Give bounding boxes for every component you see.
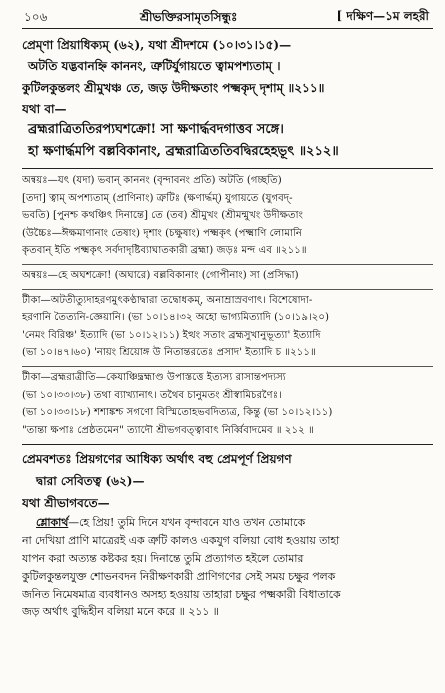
tika2-line: (ভা ১০।৩৩।১৮) শশাঙ্কশ্চ সগণো বিস্মিতোহভবদিত্যত্র, কিন্তু (ভা ১০।১২।১১) [22,407,333,419]
divider [22,289,433,290]
divider [22,444,433,445]
verse1-line2: কুটিলকুন্তলং শ্রীমুখঞ্চ তে, জড় উদীক্ষতাং পক্ষ্মকৃদ্ দৃশাম্ ॥২১১॥ [22,81,325,95]
verse1-intro: প্রেম্ণা প্রিয়াধিক্যম্ (৬২), যথা শ্রীদশমে (১০।৩১।১৫)— [22,38,292,52]
anvaya1-line: ভবতি) [পুনশ্চ কথঞ্চিৎ দিনান্তে] তে (তব) শ্রীমুখং (শ্রীমন্মুখং উদীক্ষতাং [22,210,303,222]
translation-line: না দেখিয়া প্রাণি মাত্রেরই এক ত্রুটি কালও একযুগ বলিয়া বোধ হওয়ায় তাহা [22,534,340,548]
page-number: ১০৬ [24,10,48,24]
tika2-line: টীকা—ব্রহ্মরাত্রীতি—কেযাঞ্চিদ্ব্রহ্মাণ্ড উপাস্তত্তে ইত্যস্য রাসান্তপদ্যস্য [22,371,286,383]
tika2-line: "তান্তা ক্ষপাঃ প্রেষ্ঠতমেন" ত্যাদৌ শ্রীভগবত্ত্বাবাৎ নির্ব্বিবাদমেব ॥ ২১২ ॥ [22,424,314,436]
tika1-block [22,292,433,362]
translation-line: জড় অর্থাৎ বুদ্ধিহীন বলিয়া মনে করে ॥ ২১১ ॥ [22,605,219,619]
translation-line: —হে প্রিয়! তুমি দিনে যখন বৃন্দাবনে যাও তখন তোমাকে [68,516,306,530]
tika1-line: টীকা—অটতীত্যুদাহরণমুৎকণ্ঠাদ্বারা তদ্বোধকম্, অনাম্রাস্রবণাৎ। বিশেষোদা- [22,294,313,306]
anvaya1-line: [তদা] ত্বাম্ অপশ্যতাম্ (প্রাণিনাং) ত্রুটিঃ (ক্ষণার্দ্ধম্) যুগায়তে (যুগবদ্- [22,192,293,204]
anvaya2-line: অন্বয়ঃ—হে অঘশক্রো! (অঘারে) বল্লবিকানাং (গোপীনাং) সা (প্রসিদ্ধা) [22,269,299,281]
tika2-line: (ভা ১০।৩৩।৩৮) তথা ব্যাখ্যানাৎ। তথৈব চানুমতং শ্রীস্বামিচরণৈঃ। [22,389,282,401]
translation-block [22,514,433,621]
section-source: যথা শ্রীভাগবতে— [22,496,110,511]
anvaya1-line: অন্বয়ঃ—যৎ (যদা) ভবান্ কাননং (বৃন্দাবনং প্রতি) অটতি (গচ্ছতি) [22,175,282,186]
divider [22,168,433,169]
tika2-block [22,369,433,439]
translation-first-line [22,514,433,532]
verse2-intro: যথা বা— [22,102,67,116]
divider [22,264,433,265]
tika1-line: হরণানি তৈত্যনি-জ্ঞেয়ানি। (ভা ১০।১৪।৩২ অহো ভাগ্যমিত্যাদি (১০।১৯।২০) [22,312,330,324]
divider [22,366,433,367]
verse2-line2: হা ক্ষণার্দ্ধমপি বল্লবিকানাং, ব্রহ্মরাত্রিততিবদ্বিরহেহভূৎ ॥২১২॥ [28,144,339,159]
section-heading-line2: দ্বারা সেবিতত্ব (৬২)— [36,474,145,489]
anvaya2-block [22,267,433,285]
translation-label: শ্লোকার্থ [36,516,69,530]
anvaya1-line: (উচ্চৈঃ—ঈক্ষমাণানাং তেষাং) দৃশাং (চক্ষুষাং) পক্ষ্মকৃৎ (পক্ষ্মাণি লোমানি [22,227,302,239]
tika1-line: (ভা ১০।৪৭।৬০) 'নায়ং শ্রিয়োঙ্গ উ নিতান্তরতেঃ প্রসাদ' ইত্যাদি চ ॥২১১॥ [22,347,316,359]
section-heading-line1: প্রেমবশতঃ প্রিয়গণের আধিক্য অর্থাৎ বহু প্রেমপূর্ণ প্রিয়গণ [22,452,292,467]
translation-line: কুটিলকুন্তলযুক্ত শোভনবদন নিরীক্ষণকারী প্রাণিগণের সেই সময় চক্ষুর পলক [22,569,336,583]
translation-line: জনিত নিমেষমাত্র ব্যবধানও অসহ্য হওয়ায় তাহারা চক্ষুর পক্ষ্মকারী বিধাতাকে [22,587,341,601]
book-title: শ্রীভক্তিরসামৃতসিন্ধুঃ [140,10,238,24]
verse2-line1: ব্রহ্মরাত্রিততিরপ্যঘশক্রো! সা ক্ষণার্দ্ধবদগাত্তব সঙ্গে। [28,122,284,137]
anvaya1-block [22,172,433,260]
tika1-line: 'নেমং বিরিঞ্চ' ইত্যাদি (ভা ১০।১২।১১) ইত্থং সতাং ব্রহ্মসুখানুভূত্যা' ইত্যাদি [22,329,321,341]
chapter-label: [ দক্ষিণ—১ম লহরী [336,9,429,23]
translation-line: যাপন করা অত্যন্ত কষ্টকর হয়। দিনান্তে তুমি প্রত্যাগত হইলে তোমার [22,551,304,565]
verse1-line1: অটতি যদ্ভবানহ্নি কাননং, ত্রুটির্যুগায়তে ত্বামপশ্যতাম্ । [28,59,281,73]
page-header [22,6,433,28]
anvaya1-line: কৃতবান্ ইতি পক্ষ্মকৃৎ সর্বদাদৃষ্টিব্যাঘাতকারী ব্রহ্মা) জড়ঃ মন্দ এব ॥২১১॥ [22,245,307,257]
